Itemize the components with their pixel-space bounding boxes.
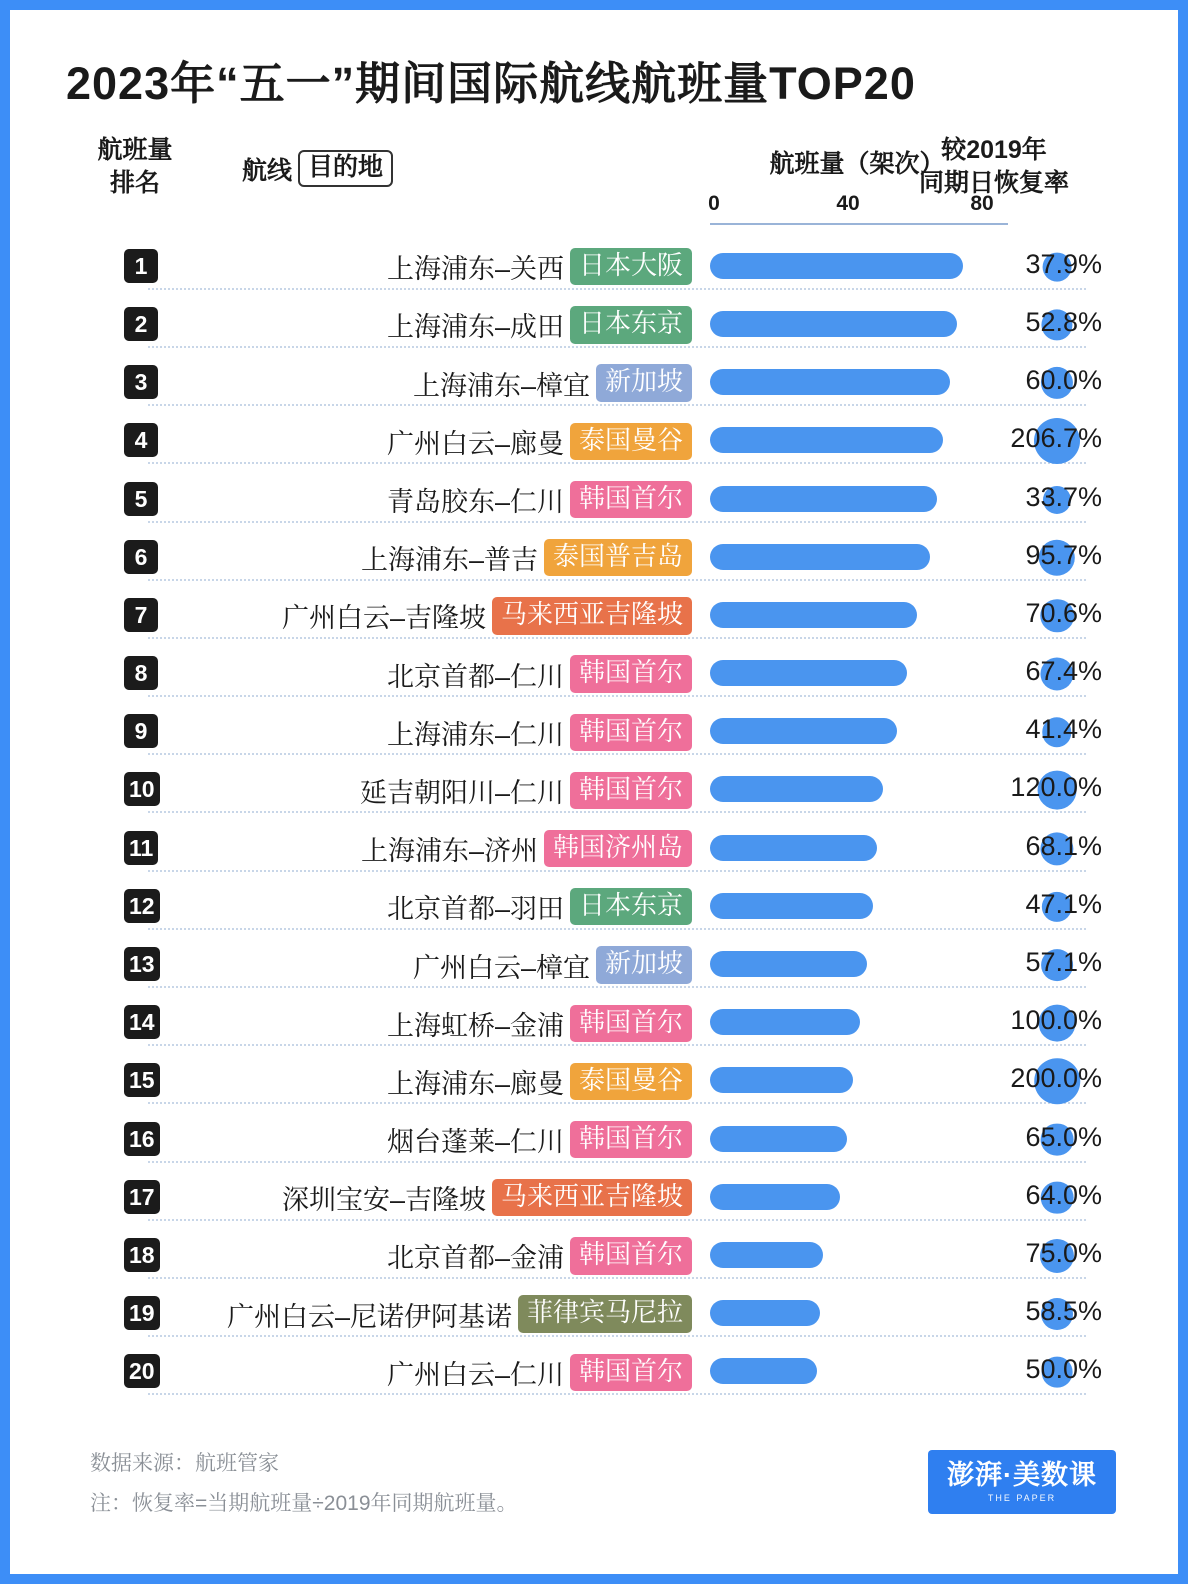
table-row [62,936,1126,994]
table-row [62,354,1126,412]
route-name: 北京首都–羽田 [386,894,564,925]
rank-badge: 11 [124,831,158,865]
rank-badge: 10 [124,772,160,806]
route-cell [182,711,692,753]
destination-tag: 韩国济州岛 [544,830,692,867]
recovery-value: 67.4% [1025,656,1102,687]
recovery-value: 100.0% [1010,1005,1102,1036]
table-row [62,471,1126,529]
header-recovery [864,134,1124,201]
route-cell [182,537,692,579]
route-name: 广州白云–廊曼 [386,428,564,459]
table-row [62,529,1126,587]
row-divider [148,1219,1086,1221]
rank-badge: 9 [124,714,158,748]
row-divider [148,579,1086,581]
rank-badge: 3 [124,365,158,399]
recovery-value: 206.7% [1010,423,1102,454]
row-divider [148,695,1086,697]
rank-badge: 1 [124,249,158,283]
route-name: 上海浦东–樟宜 [412,370,590,401]
route-name: 上海浦东–成田 [386,312,564,343]
flight-count-bar [710,1300,820,1326]
row-divider [148,1044,1086,1046]
recovery-value: 47.1% [1025,888,1102,919]
rank-badge: 7 [124,598,158,632]
rank-badge: 15 [124,1063,160,1097]
row-divider [148,1102,1086,1104]
route-name: 上海浦东–济州 [360,836,538,867]
flight-count-bar [710,1184,840,1210]
row-divider [148,288,1086,290]
recovery-value: 200.0% [1010,1063,1102,1094]
destination-tag: 韩国首尔 [570,1121,692,1158]
rank-badge: 6 [124,540,158,574]
row-divider [148,521,1086,523]
rank-badge: 13 [124,947,160,981]
flight-count-bar [710,835,877,861]
recovery-value: 64.0% [1025,1179,1102,1210]
table-row [62,820,1126,878]
row-divider [148,1335,1086,1337]
route-name: 上海浦东–仁川 [386,719,564,750]
table-row [62,1169,1126,1227]
table-row [62,994,1126,1052]
rank-badge: 18 [124,1238,160,1272]
header-route-label: 航线 [242,156,293,185]
destination-tag: 韩国首尔 [570,655,692,692]
footer [62,1438,1126,1548]
row-divider [148,346,1086,348]
page-title: 2023年“五一”期间国际航线航班量TOP20 [66,58,916,109]
row-divider [148,1393,1086,1395]
recovery-value: 60.0% [1025,365,1102,396]
row-divider [148,1277,1086,1279]
route-name: 深圳宝安–吉隆坡 [281,1185,486,1216]
destination-tag: 韩国首尔 [570,772,692,809]
flight-count-bar [710,486,937,512]
route-name: 上海浦东–廊曼 [386,1068,564,1099]
route-name: 广州白云–吉隆坡 [281,603,486,634]
route-cell [182,1351,692,1393]
destination-tag: 菲律宾马尼拉 [518,1295,692,1332]
recovery-value: 120.0% [1010,772,1102,803]
rank-badge: 4 [124,423,158,457]
route-name: 北京首都–仁川 [386,661,564,692]
route-cell [182,362,692,404]
route-cell [182,304,692,346]
destination-tag: 泰国普吉岛 [544,539,692,576]
flight-count-bar [710,311,957,337]
flight-count-bar [710,776,883,802]
route-name: 广州白云–尼诺伊阿基诺 [226,1301,512,1332]
route-cell [182,1060,692,1102]
destination-tag: 泰国曼谷 [570,1063,692,1100]
destination-tag: 韩国首尔 [570,1354,692,1391]
destination-tag: 新加坡 [596,364,692,401]
route-cell [182,246,692,288]
recovery-value: 95.7% [1025,539,1102,570]
header-route [242,150,393,188]
destination-tag: 日本东京 [570,306,692,343]
row-divider [148,462,1086,464]
rank-badge: 17 [124,1180,160,1214]
header-rank-line2: 排名 [109,169,160,197]
route-name: 上海浦东–普吉 [360,545,538,576]
flight-count-bar [710,951,867,977]
recovery-value: 65.0% [1025,1121,1102,1152]
flight-count-bar [710,369,950,395]
axis-tick-80: 80 [970,191,994,215]
route-cell [182,828,692,870]
row-divider [148,637,1086,639]
route-cell [182,1235,692,1277]
header-flights: 航班量（架次） [769,149,945,178]
flight-count-bar [710,1067,853,1093]
source-line: 数据来源：航班管家 [90,1452,279,1475]
footer-text [90,1444,518,1524]
rank-badge: 16 [124,1122,160,1156]
logo-sub-text: THE PAPER [987,1493,1057,1504]
header-rank-line1: 航班量 [97,135,173,164]
destination-tag: 韩国首尔 [570,714,692,751]
route-name: 上海虹桥–金浦 [386,1010,564,1041]
destination-tag: 韩国首尔 [570,1237,692,1274]
route-cell [182,886,692,928]
rank-badge: 8 [124,656,158,690]
header-recovery-line2: 同期日恢复率 [918,169,1069,197]
row-divider [148,986,1086,988]
route-name: 延吉朝阳川–仁川 [359,777,564,808]
table-row [62,878,1126,936]
route-cell [182,479,692,521]
flight-count-bar [710,602,917,628]
route-cell [182,769,692,811]
axis-line [710,223,1008,225]
recovery-value: 41.4% [1025,714,1102,745]
recovery-value: 68.1% [1025,830,1102,861]
recovery-value: 50.0% [1025,1354,1102,1385]
route-cell [182,1293,692,1335]
ranking-rows [62,238,1126,1402]
recovery-value: 37.9% [1025,248,1102,279]
flight-count-bar [710,427,943,453]
recovery-value: 70.6% [1025,597,1102,628]
route-name: 广州白云–仁川 [386,1359,564,1390]
table-row [62,645,1126,703]
row-divider [148,753,1086,755]
route-cell [182,595,692,637]
flight-count-bar [710,1358,817,1384]
flight-count-bar [710,660,907,686]
destination-tag: 马来西亚吉隆坡 [492,597,692,634]
row-divider [148,811,1086,813]
table-row [62,703,1126,761]
flight-count-bar [710,253,963,279]
rank-badge: 2 [124,307,158,341]
table-row [62,296,1126,354]
destination-tag: 泰国曼谷 [570,423,692,460]
route-name: 广州白云–樟宜 [412,952,590,983]
destination-tag: 日本东京 [570,888,692,925]
route-cell [182,944,692,986]
table-row [62,761,1126,819]
flight-count-bar [710,1126,847,1152]
route-cell [182,1177,692,1219]
route-cell [182,420,692,462]
axis-tick-40: 40 [836,191,860,215]
table-row [62,587,1126,645]
route-cell [182,653,692,695]
header-destination-label: 目的地 [298,150,393,188]
column-headers [62,128,1126,236]
route-name: 青岛胶东–仁川 [386,487,564,517]
row-divider [148,870,1086,872]
route-cell [182,1002,692,1044]
rank-badge: 5 [124,482,158,516]
rank-badge: 12 [124,889,160,923]
recovery-value: 33.7% [1025,481,1102,512]
axis-tick-0: 0 [708,191,720,215]
recovery-value: 52.8% [1025,306,1102,337]
logo-main-text: 澎湃·美数课 [947,1459,1097,1490]
table-row [62,1052,1126,1110]
row-divider [148,1161,1086,1163]
flight-count-bar [710,544,930,570]
rank-badge: 19 [124,1296,160,1330]
table-row [62,1343,1126,1401]
recovery-value: 57.1% [1025,947,1102,977]
rank-badge: 20 [124,1354,160,1388]
table-row [62,412,1126,470]
route-name: 上海浦东–关西 [386,254,564,285]
flight-count-bar [710,718,897,744]
destination-tag: 日本大阪 [570,248,692,285]
row-divider [148,404,1086,406]
table-row [62,1285,1126,1343]
note-line: 注：恢复率=当期航班量÷2019年同期航班量。 [90,1491,518,1515]
destination-tag: 马来西亚吉隆坡 [492,1179,692,1216]
flight-count-bar [710,1242,823,1268]
destination-tag: 韩国首尔 [570,1005,692,1042]
table-row [62,1111,1126,1169]
recovery-value: 58.5% [1025,1296,1102,1327]
header-rank [70,134,200,201]
table-row [62,1227,1126,1285]
route-name: 北京首都–金浦 [386,1243,564,1274]
destination-tag: 新加坡 [596,946,692,983]
recovery-value: 75.0% [1025,1237,1102,1268]
route-cell [182,1119,692,1161]
flight-count-bar [710,1009,860,1035]
rank-badge: 14 [124,1005,160,1039]
destination-tag: 韩国首尔 [570,481,692,518]
header-recovery-line1: 较2019年 [941,135,1047,164]
route-name: 烟台蓬莱–仁川 [386,1127,564,1158]
publisher-logo [928,1450,1116,1514]
row-divider [148,928,1086,930]
table-row [62,238,1126,296]
flight-count-bar [710,893,873,919]
